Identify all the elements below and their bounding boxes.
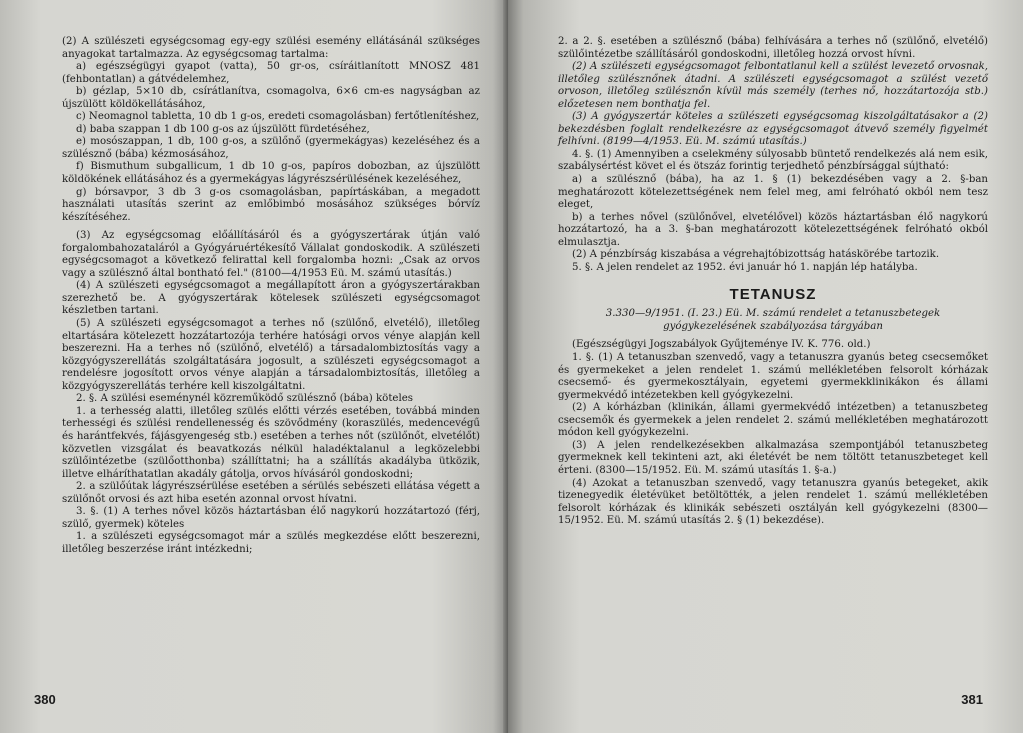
section-paragraph: 1. §. (1) A tetanuszban szenvedő, vagy a tetanuszra gyanús beteg csecsemőket és gyermekeket a jelen rendelet 1. számú mellékletében felsorolt kórházak csecsemő- és gyermekosztályain, egyetemi gyermekklinikákon és állami gyermekvédő intézetekben kell gyógykezelni. xyxy=(558,352,988,401)
list-item: a) egészségügyi gyapot (vatta), 50 gr-os, csíráitlanított MNOSZ 481 (fehbontatlan) a gátvédelemhez, xyxy=(62,61,480,85)
list-item: 1. a terhesség alatti, illetőleg szülés előtti vérzés esetében, továbbá minden terhességi és szülési rendellenesség és szövődmény (koraszülés, medencevégű és harántfekvés, fájásgyengeség stb.) esetében a terhes nőt (szülőnőt, elvetélőt) közvetlen vizsgálat és beavatkozás nélkül haladéktalanul a legközelebbi szülőintézetbe (szülőotthonba) szállíttatni; ha a szállítás akadályba ütközik, illetve elháríthatatlan akadály gátolja, orvos hívásáról gondoskodni; xyxy=(62,405,480,480)
paragraph: (3) Az egységcsomag előállításáról és a gyógyszertárak útján való forgalombahozataláról a Gyógyáruértékesítő Vállalat gondoskodik. A szülészeti egységcsomagot a következő felirattal kell forgalomba hozni: „Csak az orvos vagy a szülésznő által bontható fel." (8100—4/1953 Eü. M. számú utasítás.) xyxy=(62,230,480,279)
section-paragraph: 5. §. A jelen rendelet az 1952. évi január hó 1. napján lép hatályba. xyxy=(572,261,918,273)
list-item: 1. a szülészeti egységcsomagot már a szülés megkezdése előtt beszerezni, illetőleg beszerzése iránt intézkedni; xyxy=(62,531,480,555)
paragraph: (3) A gyógyszertár köteles a szülészeti egységcsomag kiszolgáltatásakor a (2) bekezdésben foglalt rendelkezésre az egységcsomagot átvevő személy figyelmét felhívni. (8199—4/1953. Eü. M. számú utasítás.) xyxy=(558,111,988,148)
paragraph: (4) A szülészeti egységcsomagot a megállapított áron a gyógyszertárakban szerezhető be. A gyógyszertárak kötelesek szülészeti egységcsomagot készletben tartani. xyxy=(62,280,480,317)
list-item: 2. a 2. §. esetében a szülésznő (bába) felhívására a terhes nő (szülőnő, elvetélő) szülőintézetbe szállításáról gondoskodni, illetőleg hozzá orvost hívni. xyxy=(558,36,988,60)
section-paragraph: 3. §. (1) A terhes nővel közös háztartásban élő nagykorú hozzátartozó (férj, szülő, gyermek) köteles xyxy=(62,506,480,530)
list-item: a) a szülésznő (bába), ha az 1. § (1) bekezdésében vagy a 2. §-ban meghatározott kötelezettségének nem felel meg, ami felróható okból nem tesz eleget, xyxy=(558,174,988,211)
paragraph: (2) A kórházban (klinikán, állami gyermekvédő intézetben) a tetanuszbeteg csecsemők és gyermekek a jelen rendelet 2. számú mellékletében meghatározott módon kell gyógykezelni. xyxy=(558,402,988,439)
section-paragraph: 2. §. A szülési eseménynél közreműködő szülésznő (bába) köteles xyxy=(76,393,413,405)
right-text-column xyxy=(558,36,988,528)
list-item: f) Bismuthum subgallicum, 1 db 10 g-os, papíros dobozban, az újszülött köldökének ellátásához és a gyermekágyas lágyrészsérülésének kezeléséhez, xyxy=(62,161,480,186)
page-number-left: 380 xyxy=(34,692,56,707)
left-text-column xyxy=(62,36,480,556)
decree-subtitle: 3.330—9/1951. (I. 23.) Eü. M. számú rendelet a tetanuszbetegek gyógykezelésének szabályozása tárgyában xyxy=(605,308,941,332)
section-title: TETANUSZ xyxy=(729,286,817,304)
list-item: c) Neomagnol tabletta, 10 db 1 g-os, eredeti csomagolásban) fertőtlenítéshez, xyxy=(76,111,480,123)
left-page xyxy=(0,0,508,733)
paragraph: (2) A pénzbírság kiszabása a végrehajtóbizottság hatáskörébe tartozik. xyxy=(572,249,940,261)
right-page xyxy=(508,0,1023,733)
list-item: b) a terhes nővel (szülőnővel, elvetélővel) közös háztartásban élő nagykorú hozzátartozó, ha a 3. §-ban meghatározott kötelezettségének felróható okból elmulasztja. xyxy=(558,211,988,248)
page-number-right: 381 xyxy=(961,692,983,707)
paragraph: (Egészségügyi Jogszabályok Gyűjteménye IV. K. 776. old.) xyxy=(572,339,871,351)
paragraph: (5) A szülészeti egységcsomagot a terhes nő (szülőnő, elvetélő), illetőleg eltartására kötelezett hozzátartozója terhére hatósági orvos vénye alapján kell beszerezni. Ha a terhes nő (szülőnő, elvetélő) a társadalombiztosítás vagy a közgyógyszerellátás szolgáltatására jogosult, a szülészeti egységcsomagot a rendelésre jogosított orvos vénye alapján a társadalombiztosítás, illetőleg a közgyógyszerellátás terhére kell kiszolgáltatni. xyxy=(62,318,480,392)
section-paragraph: 4. §. (1) Amennyiben a cselekmény súlyosabb büntető rendelkezés alá nem esik, szabálysértést követ el és ötszáz forintig terjedhető pénzbírsággal sújtható: xyxy=(558,148,988,173)
list-item: 2. a szülőútak lágyrészsérülése esetében a sérülés sebészeti ellátása végett a szülőnőt orvosi és azt hiba esetén azonnal orvost hívatni. xyxy=(62,481,480,505)
list-item: d) baba szappan 1 db 100 g-os az újszülött fürdetéséhez, xyxy=(76,123,370,135)
paragraph: (2) A szülészeti egységcsomag egy-egy szülési esemény ellátásánál szükséges anyagokat tartalmazza. Az egységcsomag tartalma: xyxy=(62,36,480,60)
list-item: e) mosószappan, 1 db, 100 g-os, a szülőnő (gyermekágyas) kezeléséhez és a szülésznő (bába) kézmosásához, xyxy=(62,136,480,160)
list-item: b) gézlap, 5×10 db, csírátlanítva, csomagolva, 6×6 cm-es nagyságban az újszülött köldökellátásához, xyxy=(62,86,480,110)
paragraph: (2) A szülészeti egységcsomagot felbontatlanul kell a szülést levezető orvosnak, illetőleg szülésznőnek átadni. A szülészeti egységcsomagot a szülést vezető orvoson, illetőleg szülésznőn kívül más személy (terhes nő, hozzátartozója stb.) előzetesen nem bonthatja fel. xyxy=(558,61,988,110)
paragraph: (3) A jelen rendelkezésekben alkalmazása szempontjából tetanuszbeteg gyermeknek kell tekinteni azt, aki életévét be nem töltött tetanuszbeteget kell érteni. (8300—15/1952. Eü. M. számú utasítás 1. §-a.) xyxy=(558,439,988,476)
paragraph: (4) Azokat a tetanuszban szenvedő, vagy tetanuszra gyanús betegeket, akik tizenegyedik életévüket betöltötték, a jelen rendelet 1. számú mellékletében felsorolt kórházak és klinikák sebészeti osztályán kell gyógykezelni (8300—15/1952. Eü. M. számú utasítás 2. § (1) bekezdése). xyxy=(558,477,988,527)
list-item: g) bórsavpor, 3 db 3 g-os csomagolásban, papírtáskában, a megadott használati utasítás szerint az emlőbimbó mosásához szükséges bórvíz készítéséhez. xyxy=(62,186,480,223)
